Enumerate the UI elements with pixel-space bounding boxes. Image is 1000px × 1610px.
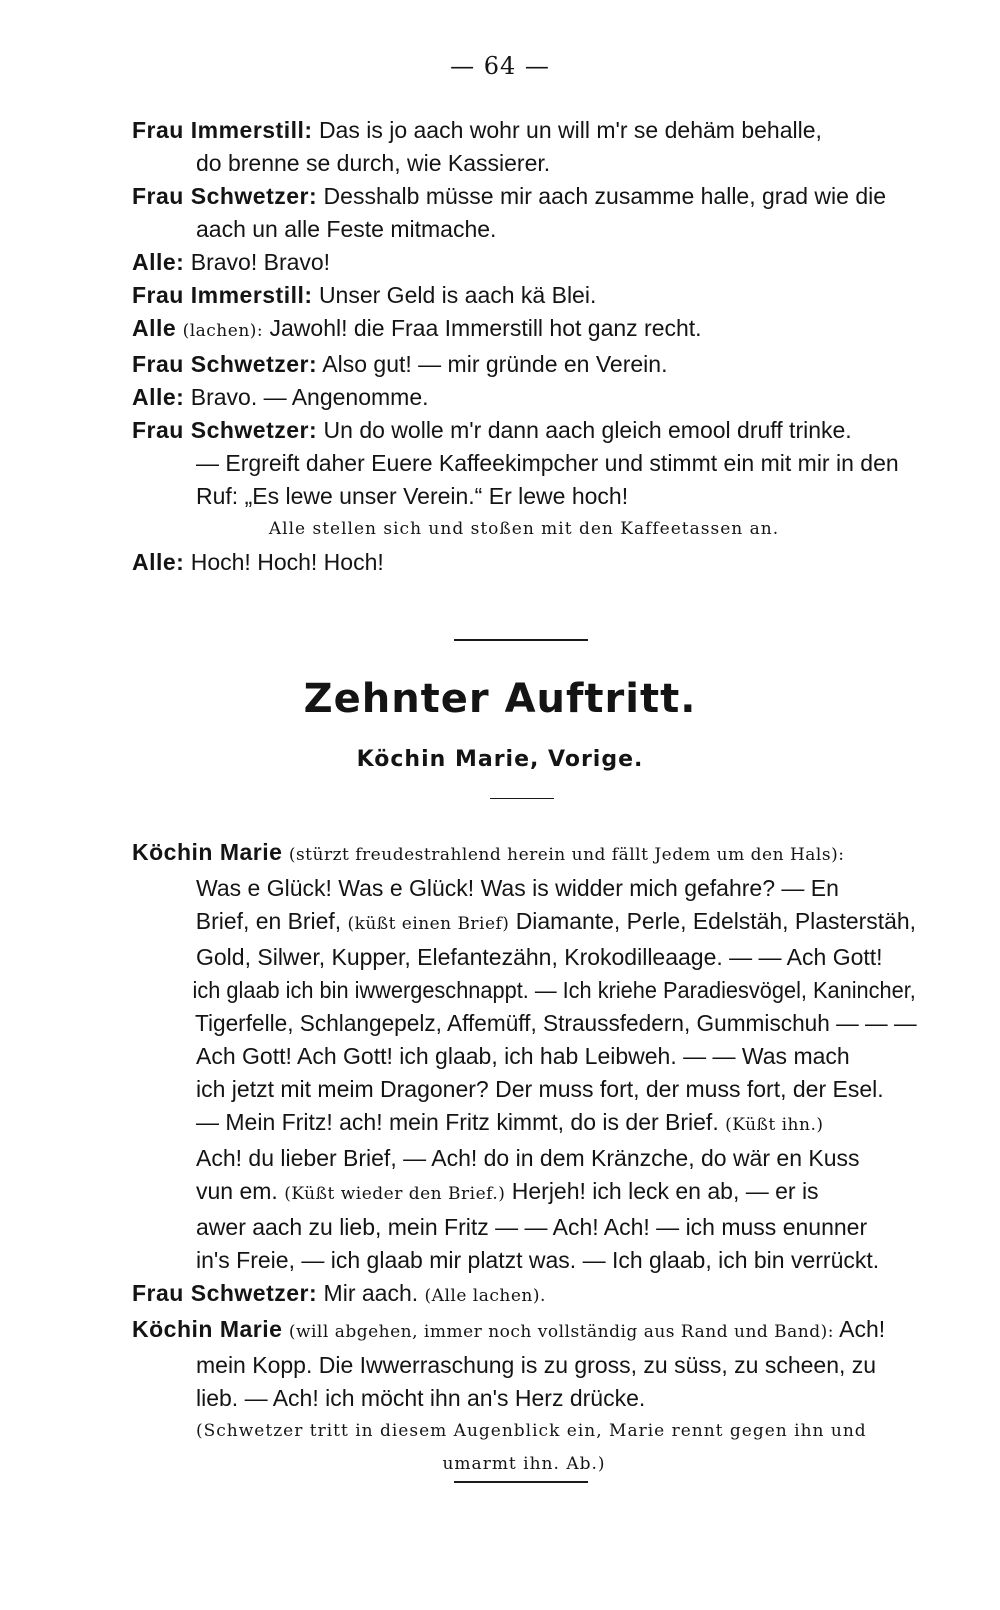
dialogue-line (132, 213, 916, 246)
stage-direction-line (132, 1415, 916, 1448)
dialogue-line (132, 974, 916, 1007)
dialogue-line (132, 147, 916, 180)
line-text: Ach! du lieber Brief, — Ach! do in dem Kränzche, do wär en Kuss (196, 1145, 860, 1171)
line-text: Unser Geld is aach kä Blei. (318, 282, 597, 308)
dialogue-line (132, 480, 916, 513)
line-text: Bravo! Bravo! (190, 249, 331, 275)
divider-rule (454, 639, 588, 641)
line-text: Brief, en Brief, (195, 908, 348, 934)
speaker-name: Frau Schwetzer: (132, 183, 318, 209)
speaker-name: Frau Schwetzer: (132, 417, 318, 443)
stage-direction-line (132, 513, 916, 546)
stage-direction: Alle stellen sich und stoßen mit den Kaffeetassen an. (268, 519, 780, 539)
dialogue-line (132, 114, 916, 147)
dialogue-line (132, 1382, 916, 1415)
stage-direction: (will abgehen, immer noch vollständig aus Rand und Band): (288, 1322, 834, 1342)
line-text: ich jetzt mit meim Dragoner? Der muss fort, der muss fort, der Esel. (196, 1076, 884, 1102)
line-text: Gold, Silwer, Kupper, Elefantezähn, Krokodilleaage. — — Ach Gott! (196, 944, 883, 970)
line-text: vun em. (196, 1178, 285, 1204)
line-text: Desshalb müsse mir aach zusamme halle, grad wie die (323, 183, 887, 209)
stage-direction: umarmt ihn. Ab.) (442, 1454, 606, 1474)
dialogue-line (132, 1349, 916, 1382)
speaker-name: Alle: (132, 249, 185, 275)
dialogue-line (132, 246, 916, 279)
line-text: awer aach zu lieb, mein Fritz — — Ach! Ach! — ich muss enunner (196, 1214, 868, 1240)
line-text: Ach Gott! Ach Gott! ich glaab, ich hab Leibweh. — — Was mach (196, 1043, 850, 1069)
dialogue-line (132, 381, 916, 414)
line-text: Ach! (834, 1316, 886, 1342)
scene-title: Zehnter Auftritt. (303, 676, 697, 722)
line-text: Das is jo aach wohr un will m'r se dehäm behalle, (318, 117, 822, 143)
dialogue-line (132, 447, 916, 480)
speaker-name: Frau Schwetzer: (132, 1280, 318, 1306)
line-text: lieb. — Ach! ich möcht ihn an's Herz drücke. (196, 1385, 646, 1411)
end-divider-rule (454, 1481, 588, 1483)
dialogue-line (132, 279, 916, 312)
dialogue-line (132, 414, 916, 447)
dialogue-line (132, 941, 916, 974)
page-number: — 64 — (450, 52, 550, 80)
dialogue-line (132, 180, 916, 213)
line-text: Herjeh! ich leck en ab, — er is (505, 1178, 819, 1204)
dialogue-line (132, 546, 916, 579)
stage-direction: (Alle lachen). (424, 1286, 546, 1306)
line-text: Un do wolle m'r dann aach gleich emool druff trinke. (323, 417, 852, 443)
dialogue-line (132, 1313, 916, 1349)
speaker-name: Alle: (132, 549, 185, 575)
line-text: — Mein Fritz! ach! mein Fritz kimmt, do is der Brief. (196, 1109, 726, 1135)
line-text: ich glaab ich bin iwwergeschnappt. — Ich kriehe Paradiesvögel, Kanincher, (192, 977, 916, 1003)
stage-direction: (Küßt wieder den Brief.) (284, 1184, 506, 1204)
dialogue-line (132, 1277, 916, 1313)
dialogue-block-a (132, 114, 916, 579)
speaker-name: Alle: (132, 384, 185, 410)
stage-direction: (küßt einen Brief) (347, 914, 510, 934)
dialogue-line (132, 1175, 916, 1211)
line-text: Jawohl! die Fraa Immerstill hot ganz recht. (269, 315, 702, 341)
line-text: Hoch! Hoch! Hoch! (190, 549, 384, 575)
dialogue-line (132, 1211, 916, 1244)
dialogue-block-b (132, 836, 916, 1481)
line-text: do brenne se durch, wie Kassierer. (196, 150, 551, 176)
line-text: Bravo. — Angenomme. (190, 384, 429, 410)
line-text: in's Freie, — ich glaab mir platzt was. — Ich glaab, ich bin verrückt. (196, 1247, 880, 1273)
line-text: — Ergreift daher Euere Kaffeekimpcher und stimmt ein mit mir in den (196, 450, 899, 476)
line-text: Diamante, Perle, Edelstäh, Plasterstäh, (509, 908, 916, 934)
stage-direction: (Küßt ihn.) (725, 1115, 824, 1135)
stage-direction: (stürzt freudestrahlend herein und fällt Jedem um den Hals): (288, 845, 845, 865)
dialogue-line (132, 872, 916, 905)
line-text: aach un alle Feste mitmache. (196, 216, 497, 242)
speaker-name: Köchin Marie (132, 839, 283, 865)
line-text: Mir aach. (323, 1280, 425, 1306)
dialogue-line (132, 1142, 916, 1175)
speaker-name: Frau Immerstill: (132, 282, 313, 308)
dialogue-line (132, 905, 914, 941)
dialogue-line (132, 836, 916, 872)
short-divider-rule (490, 798, 554, 799)
dialogue-line (132, 1106, 916, 1142)
line-text: Tigerfelle, Schlangepelz, Affemüff, Straussfedern, Gummischuh — — — (194, 1010, 917, 1036)
line-text: mein Kopp. Die Iwwerraschung is zu gross, zu süss, zu scheen, zu (196, 1352, 877, 1378)
scene-cast: Köchin Marie, Vorige. (356, 747, 644, 772)
line-text: Ruf: „Es lewe unser Verein.“ Er lewe hoch! (196, 483, 629, 509)
dialogue-line (132, 1073, 916, 1106)
speaker-name: Frau Schwetzer: (132, 351, 318, 377)
line-text: Also gut! — mir gründe en Verein. (322, 351, 668, 377)
dialogue-line (132, 1244, 916, 1277)
speaker-name: Frau Immerstill: (132, 117, 313, 143)
stage-direction-line (132, 1448, 916, 1481)
line-text: Was e Glück! Was e Glück! Was is widder mich gefahre? — En (196, 875, 839, 901)
dialogue-line (132, 312, 916, 348)
dialogue-line (132, 1007, 917, 1040)
speaker-name: Alle (132, 315, 177, 341)
stage-direction: (lachen): (182, 321, 264, 341)
dialogue-line (132, 348, 916, 381)
dialogue-line (132, 1040, 916, 1073)
speaker-name: Köchin Marie (132, 1316, 283, 1342)
stage-direction: (Schwetzer tritt in diesem Augenblick ein, Marie rennt gegen ihn und (196, 1421, 867, 1441)
